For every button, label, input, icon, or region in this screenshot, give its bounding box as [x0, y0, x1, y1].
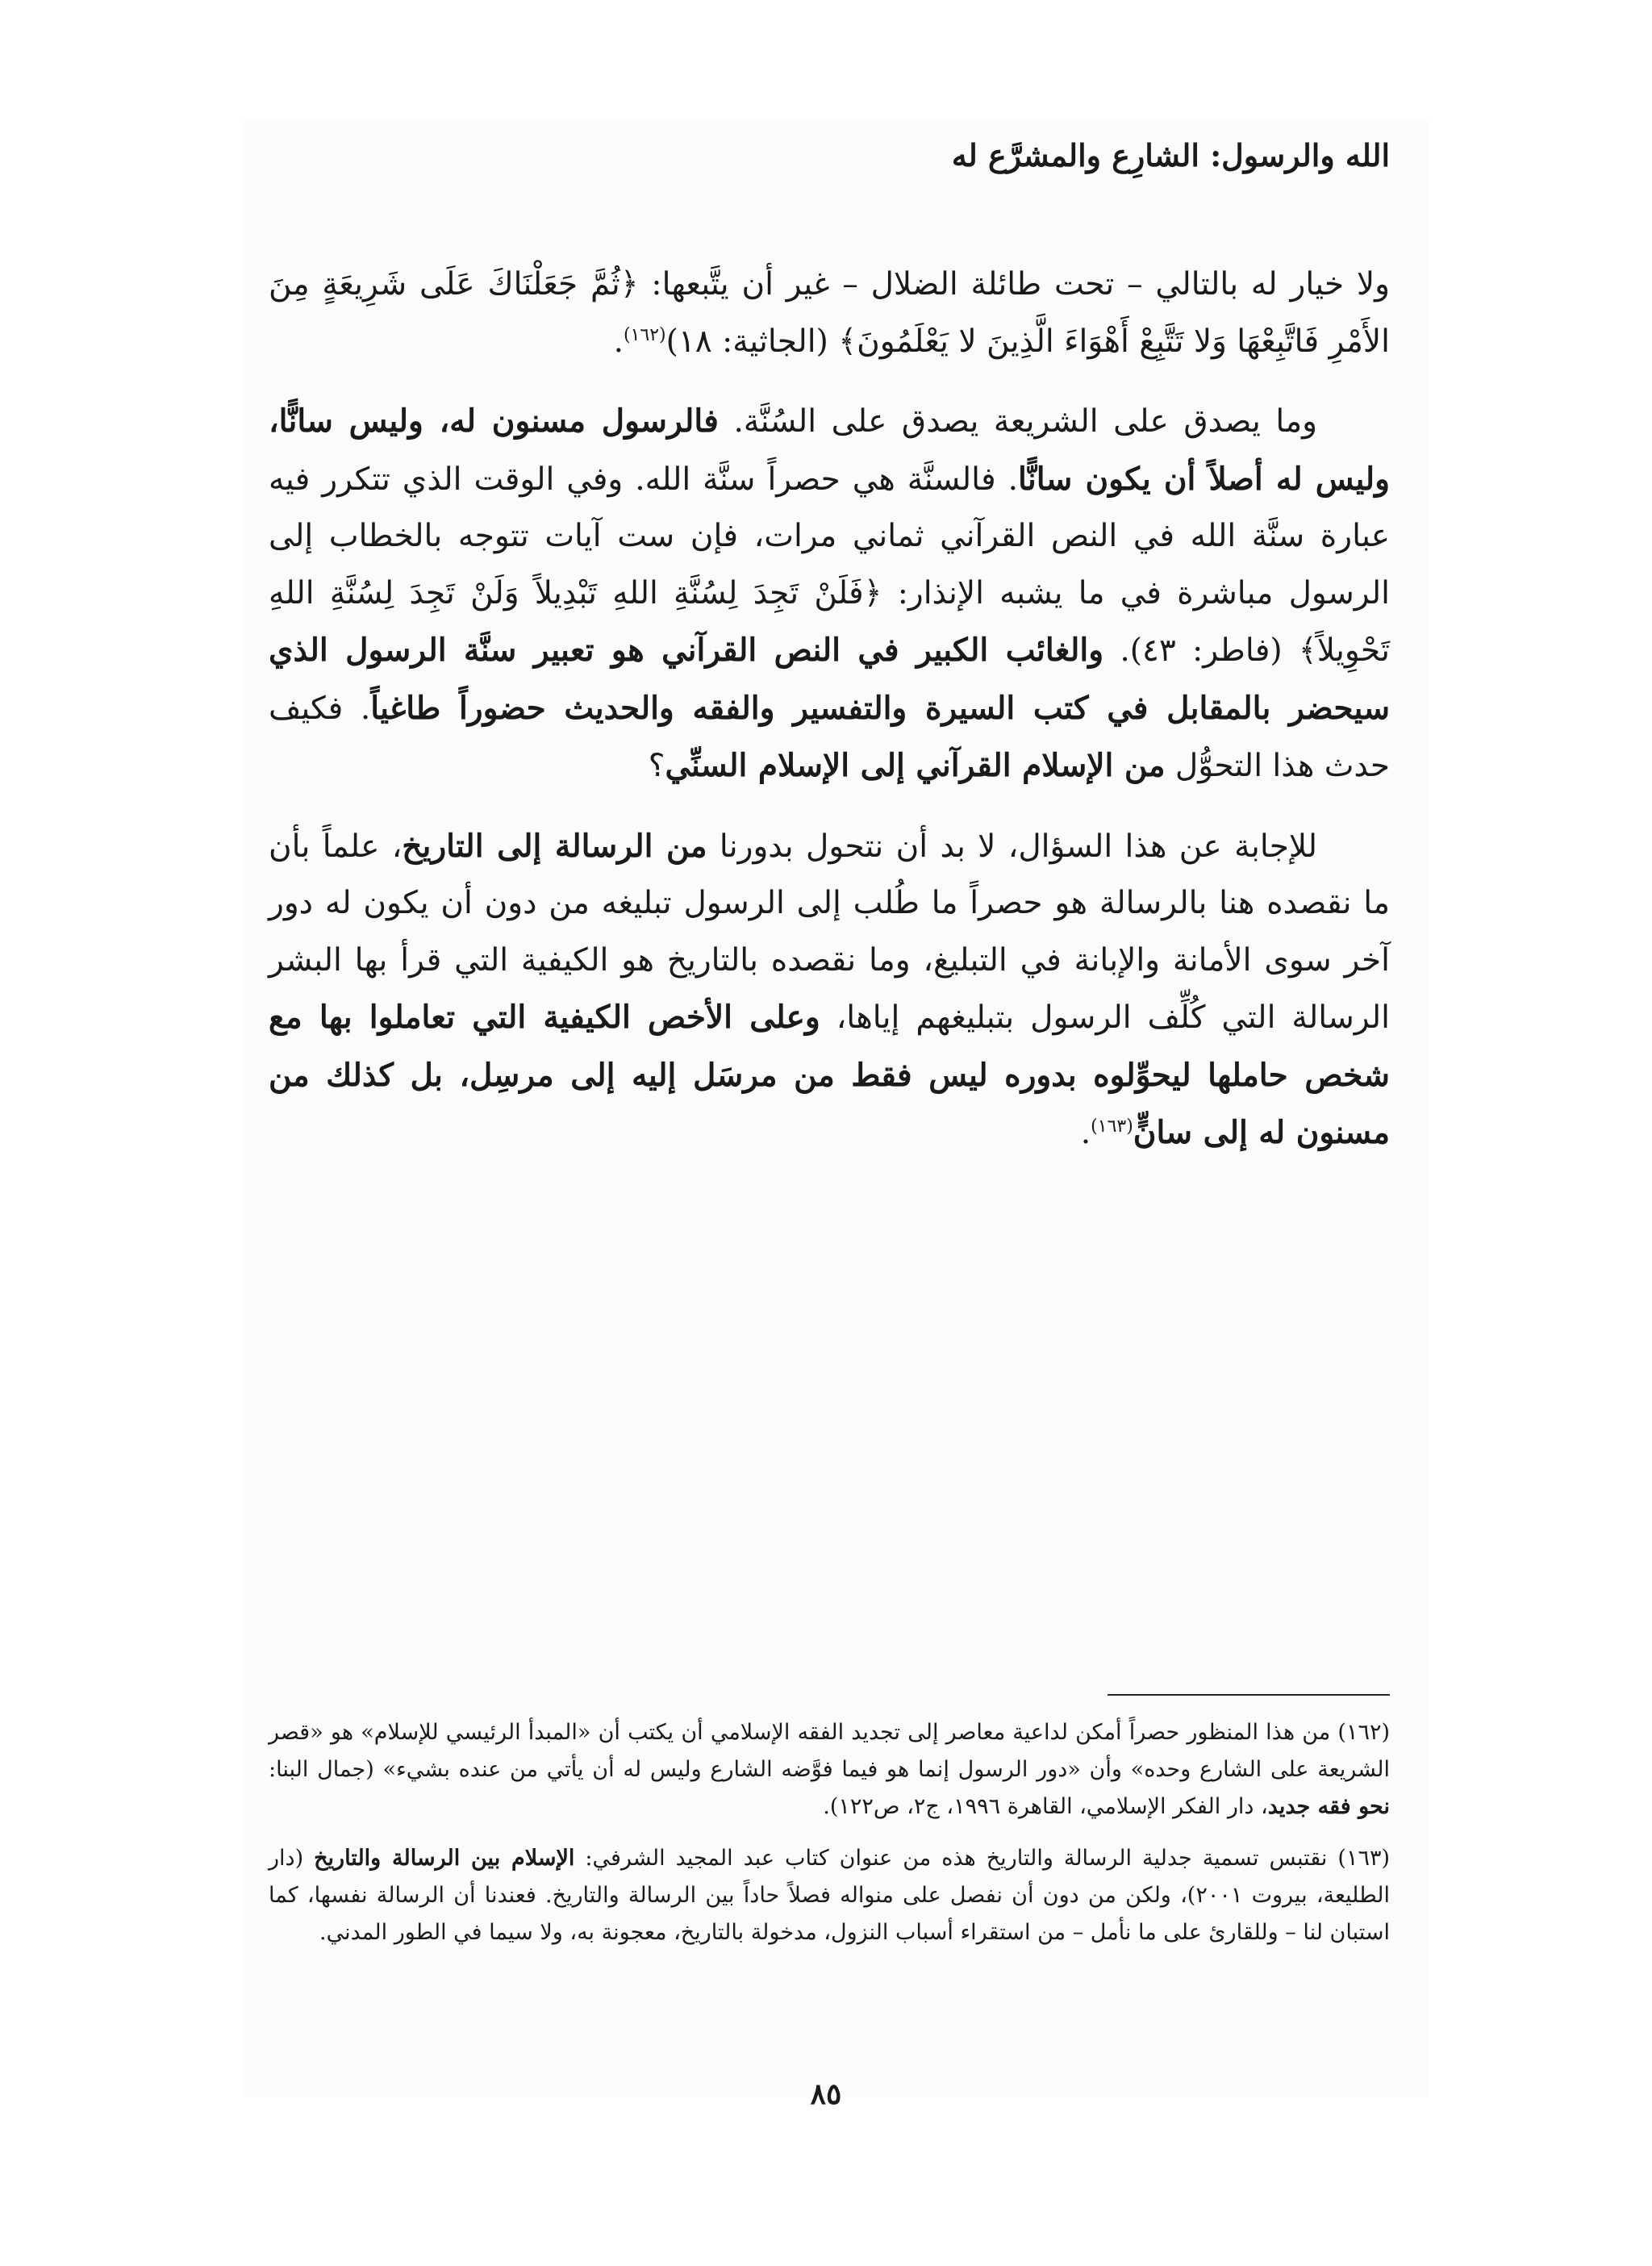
footnote-ref-162[interactable]: (١٦٢) [624, 324, 666, 345]
paragraph-3-text-1: للإجابة عن هذا السؤال، لا بد أن نتحول بدورنا [707, 828, 1317, 865]
paragraph-2-bold-3: من الإسلام القرآني إلى الإسلام السنِّي [665, 747, 1166, 784]
footnote-163 [269, 1840, 1390, 1951]
paragraph-3-end: . [1080, 1115, 1091, 1151]
paragraph-1-end: . [613, 323, 624, 360]
main-text [269, 257, 1390, 1185]
page-number: ٨٥ [810, 2077, 842, 2111]
paragraph-1 [269, 257, 1390, 370]
paragraph-3-bold-1: من الرسالة إلى التاريخ [402, 827, 707, 865]
footnote-163-text-2: (دار الطليعة، بيروت ٢٠٠١)، ولكن من دون أن نفصل على منواله فصلاً حاداً بين الرسالة والتاريخ. فعندنا أن الرسالة نفسها، كما استبان لنا – وللقارئ على ما نأمل – من استقراء أسباب النزول، مدخولة بالتاريخ، معجونة به، ولا سيما في الطور المدني. [269, 1846, 1391, 1945]
footnotes [269, 1714, 1390, 1966]
paragraph-1-text: ولا خيار له بالتالي – تحت طائلة الضلال – غير أن يتَّبعها: ﴿ثُمَّ جَعَلْنَاكَ عَلَى شَرِيعَةٍ مِنَ الأَمْرِ فَاتَّبِعْهَا وَلا تَتَّبِعْ أَهْوَاءَ الَّذِينَ لا يَعْلَمُونَ﴾ (الجاثية: ١٨) [269, 266, 1390, 360]
footnote-163-text-1: (١٦٣) نقتبس تسمية جدلية الرسالة والتاريخ هذه من عنوان كتاب عبد المجيد الشرفي: [574, 1846, 1390, 1871]
running-header: الله والرسول: الشارِع والمشرَّع له [951, 137, 1390, 173]
footnote-162-text-2: ، دار الفكر الإسلامي، القاهرة ١٩٩٦، ج٢، ص١٢٢). [823, 1794, 1268, 1819]
footnote-separator [1108, 1694, 1390, 1696]
paragraph-2-bold-1: فالرسول مسنون له، وليس سانًّا، وليس له أصلاً أن يكون سانًّا [269, 403, 1390, 498]
footnote-ref-163[interactable]: (١٦٣) [1091, 1116, 1133, 1137]
paragraph-2 [269, 393, 1390, 795]
footnote-162-text-1: (١٦٢) من هذا المنظور حصراً أمكن لداعية معاصر إلى تجديد الفقه الإسلامي أن يكتب أن «المبدأ الرئيسي للإسلام» هو «قصر الشريعة على الشارع وحده» وأن «دور الرسول إنما هو فيما فوَّضه الشارع وليس له أن يأتي من عنده بشيء» (جمال البنا: [269, 1720, 1390, 1782]
paragraph-3-bold-2: وعلى الأخص الكيفية التي تعاملوا بها مع شخص حاملها ليحوِّلوه بدوره ليس فقط من مرسَل إليه إلى مرسِل، بل كذلك من مسنون له إلى سانٍّ [269, 999, 1390, 1151]
paragraph-2-text-1: وما يصدق على الشريعة يصدق على السُنَّة. [718, 403, 1318, 440]
footnote-162 [269, 1714, 1390, 1826]
paragraph-2-bold-2: والغائب الكبير في النص القرآني هو تعبير سنَّة الرسول الذي سيحضر بالمقابل في كتب السيرة والتفسير والفقه والحديث حضوراً طاغياً [269, 632, 1390, 727]
footnote-163-book-title: الإسلام بين الرسالة والتاريخ [314, 1846, 575, 1871]
paragraph-2-text-3: . فكيف حدث هذا التحوُّل [269, 690, 1390, 784]
footnote-162-book-title: نحو فقه جديد [1267, 1794, 1390, 1819]
paragraph-2-text-2: . فالسنَّة هي حصراً سنَّة الله. وفي الوقت الذي تتكرر فيه عبارة سنَّة الله في النص القرآني ثماني مرات، فإن ست آيات تتوجه بالخطاب إلى الرسول مباشرة في ما يشبه الإنذار: ﴿فَلَنْ تَجِدَ لِسُنَّةِ اللهِ تَبْدِيلاً وَلَنْ تَجِدَ لِسُنَّةِ اللهِ تَحْوِيلاً﴾ (فاطر: ٤٣). [269, 461, 1390, 669]
paragraph-2-text-4: ؟ [648, 748, 665, 784]
paragraph-3-text-2: ، علماً بأن ما نقصده هنا بالرسالة هو حصراً ما طُلب إلى الرسول تبليغه من دون أن يكون له دور آخر سوى الأمانة والإبانة في التبليغ، وما نقصده بالتاريخ هو الكيفية التي قرأ بها البشر الرسالة التي كُلِّف الرسول بتبليغهم إياها، [269, 828, 1390, 1036]
paragraph-3 [269, 818, 1390, 1162]
